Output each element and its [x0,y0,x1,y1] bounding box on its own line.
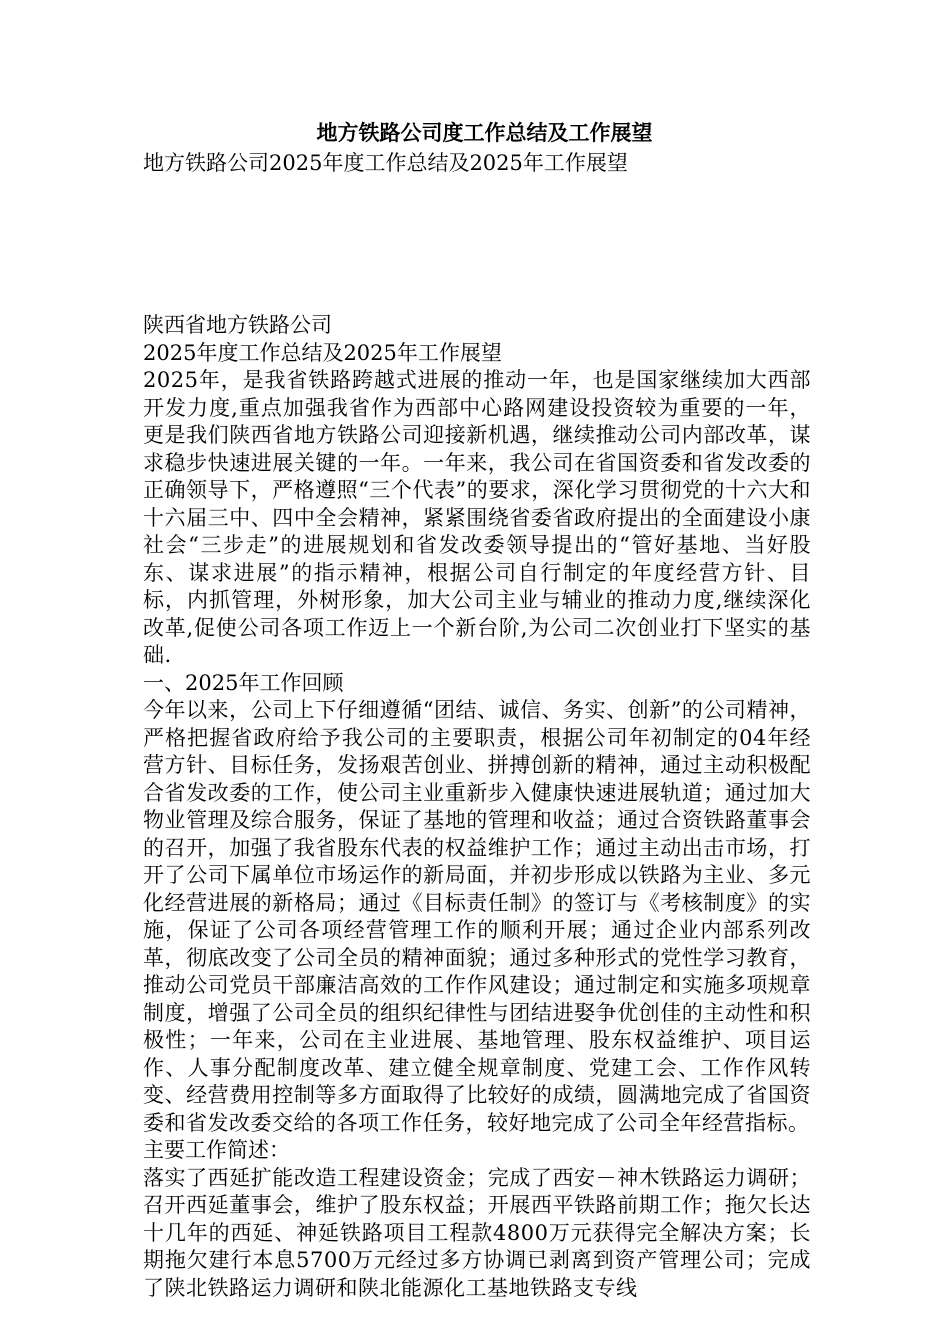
intro-paragraph: 2025年，是我省铁路跨越式进展的推动一年，也是国家继续加大西部开发力度,重点加强我省作为西部中心路网建设投资较为重要的一年，更是我们陕西省地方铁路公司迎接新机遇，继续推动公司内部改革，谋求稳步快速进展关键的一年。一年来，我公司在省国资委和省发改委的正确领导下，严格遵照“三个代表”的要求，深化学习贯彻党的十六大和十六届三中、四中全会精神，紧紧围绕省委省政府提出的全面建设小康社会“三步走”的进展规划和省发改委领导提出的“管好基地、当好股东、谋求进展”的指示精神，根据公司自行制定的年度经营方针、目标，内抓管理，外树形象，加大公司主业与辅业的推动力度,继续深化改革,促使公司各项工作迈上一个新台阶,为公司二次创业打下坚实的基础. [143,368,811,667]
document-subtitle: 地方铁路公司2025年度工作总结及2025年工作展望 [143,151,628,175]
review-paragraph: 今年以来，公司上下仔细遵循“团结、诚信、务实、创新”的公司精神，严格把握省政府给予我公司的主要职责，根据公司年初制定的04年经营方针、目标任务，发扬艰苦创业、拼搏创新的精神，通过主动积极配合省发改委的工作，使公司主业重新步入健康快速进展轨道；通过加大物业管理及综合服务，保证了基地的管理和收益；通过合资铁路董事会的召开，加强了我省股东代表的权益维护工作；通过主动出击市场，打开了公司下属单位市场运作的新局面，并初步形成以铁路为主业、多元化经营进展的新格局；通过《目标责任制》的签订与《考核制度》的实施，保证了公司各项经营管理工作的顺利开展；通过企业内部系列改革，彻底改变了公司全员的精神面貌；通过多种形式的党性学习教育，推动公司党员干部廉洁高效的工作作风建设；通过制定和实施多项规章制度，增强了公司全员的组织纪律性与团结进娶争优创佳的主动性和积极性；一年来，公司在主业进展、基地管理、股东权益维护、项目运作、人事分配制度改革、建立健全规章制度、党建工会、工作作风转变、经营费用控制等多方面取得了比较好的成绩，圆满地完成了省国资委和省发改委交给的各项工作任务，较好地完成了公司全年经营指标。 [143,698,811,1135]
section-heading-review: 一、2025年工作回顾 [143,670,344,695]
summary-paragraph: 落实了西延扩能改造工程建设资金；完成了西安－神木铁路运力调研；召开西延董事会，维护了股东权益；开展西平铁路前期工作；拖欠长达十几年的西延、神延铁路项目工程款4800万元获得完全解决方案；长期拖欠建行本息5700万元经过多方协调已剥离到资产管理公司；完成了陕北铁路运力调研和陕北能源化工基地铁路支专线 [143,1165,811,1300]
organization-name: 陕西省地方铁路公司 [143,313,332,337]
blank-space [143,178,811,312]
document-title: 地方铁路公司度工作总结及工作展望 [316,120,653,145]
section-heading-summary: 主要工作简述： [143,1138,290,1162]
document-page [143,118,811,1302]
report-title: 2025年度工作总结及2025年工作展望 [143,340,502,365]
